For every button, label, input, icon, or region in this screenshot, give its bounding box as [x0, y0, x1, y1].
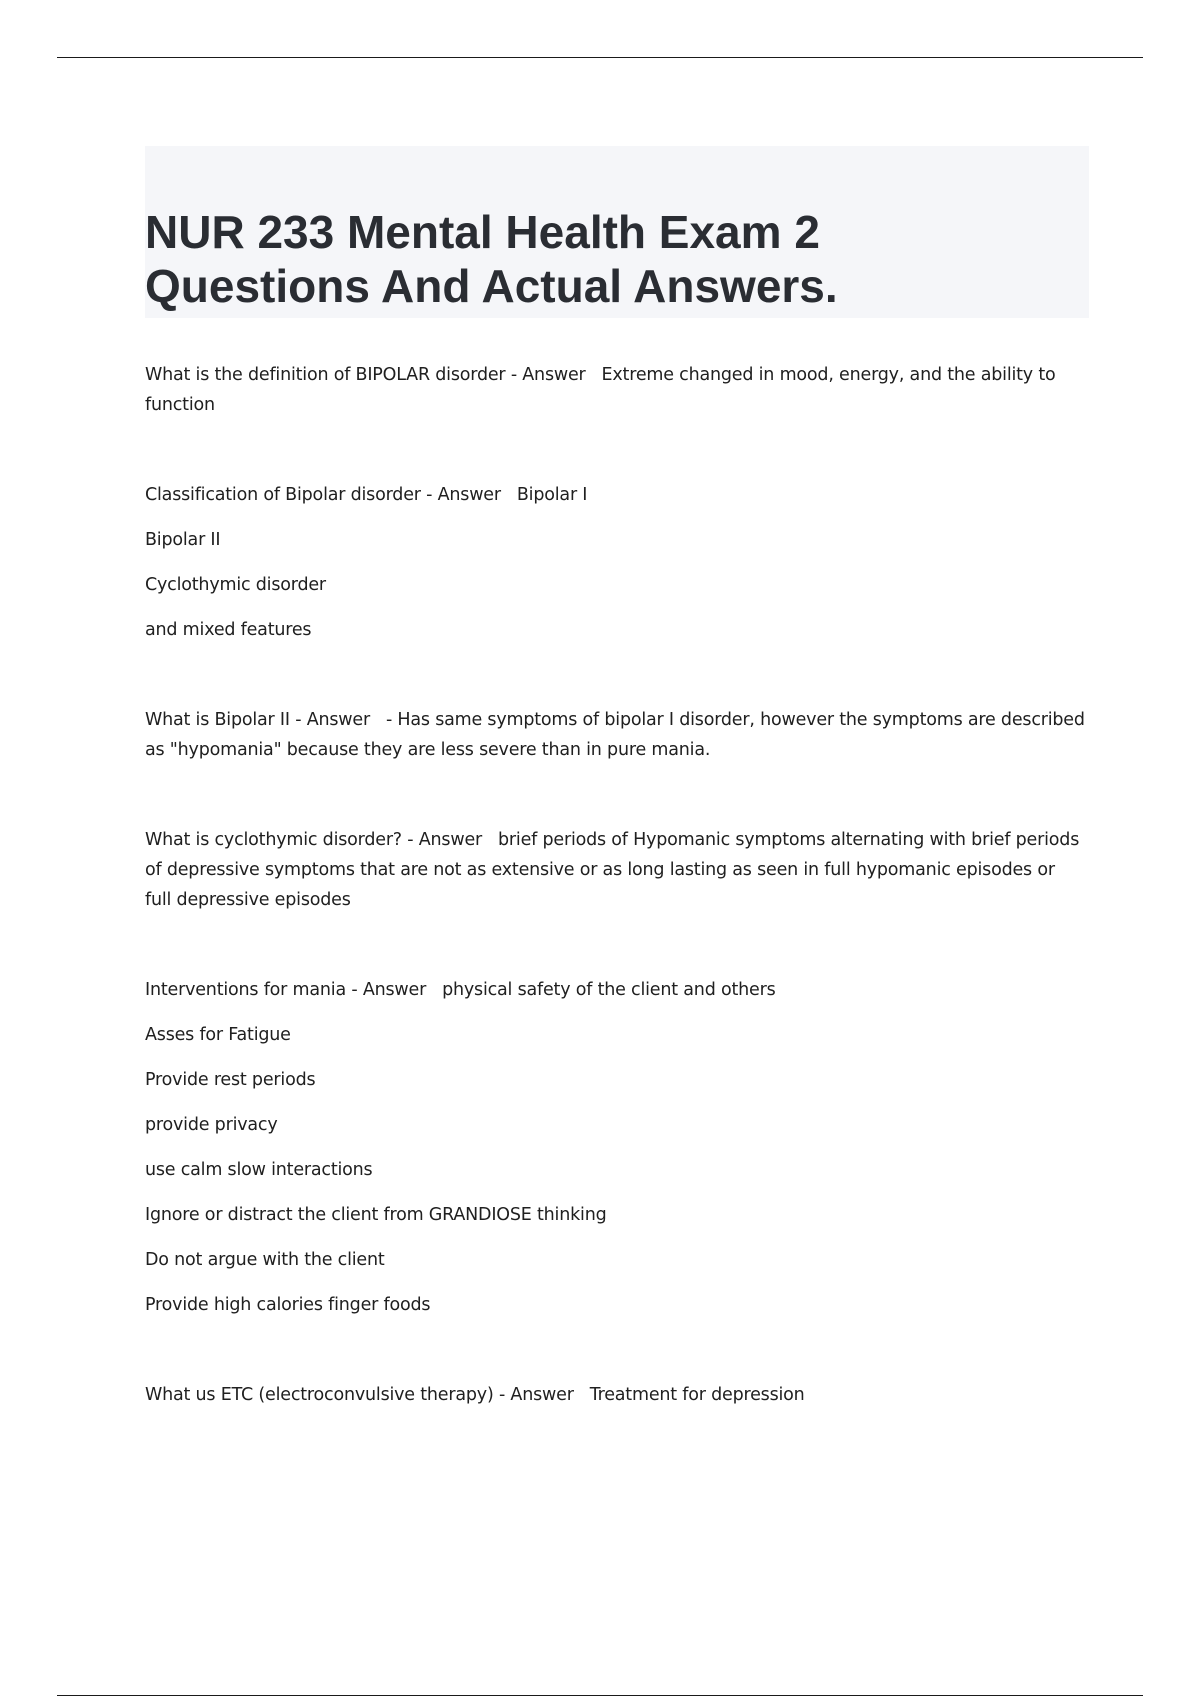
- answer-text: Bipolar I: [516, 485, 588, 505]
- answer-line: Do not argue with the client: [145, 1250, 385, 1270]
- page-title: [145, 205, 1075, 313]
- question-text: Interventions for mania: [145, 980, 346, 1000]
- qa-item: [145, 480, 1085, 645]
- question-text: Classification of Bipolar disorder: [145, 485, 421, 505]
- top-divider: [57, 57, 1143, 58]
- title-line-2: Questions And Actual Answers.: [145, 260, 838, 312]
- answer-line: Provide high calories finger foods: [145, 1295, 431, 1315]
- answer-label: - Answer: [351, 980, 427, 1000]
- answer-line: and mixed features: [145, 620, 312, 640]
- bottom-divider: [57, 1695, 1143, 1696]
- qa-item: [145, 705, 1085, 765]
- question-text: What is the definition of BIPOLAR disorder: [145, 365, 506, 385]
- answer-label: - Answer: [510, 365, 586, 385]
- qa-first-line: [145, 975, 1085, 1005]
- answer-label: - Answer: [407, 830, 483, 850]
- answer-line: Cyclothymic disorder: [145, 575, 326, 595]
- answer-text: - Has same symptoms of bipolar I disorder, however the symptoms are described as "hypomania" because they are less severe than in pure mania.: [145, 710, 1085, 760]
- answer-line: Bipolar II: [145, 530, 221, 550]
- qa-first-line: [145, 480, 1085, 510]
- answer-text: physical safety of the client and others: [442, 980, 776, 1000]
- question-text: What is Bipolar II: [145, 710, 290, 730]
- answer-line: Provide rest periods: [145, 1070, 316, 1090]
- answer-line: provide privacy: [145, 1115, 278, 1135]
- qa-item: [145, 360, 1085, 420]
- answer-text: brief periods of Hypomanic symptoms alternating with brief periods of depressive symptoms that are not as extensive or as long lasting as seen in full hypomanic episodes or full depressive episodes: [145, 830, 1080, 910]
- qa-item: [145, 975, 1085, 1320]
- answer-text: Extreme changed in mood, energy, and the ability to function: [145, 365, 1056, 415]
- answer-text: Treatment for depression: [589, 1385, 805, 1405]
- qa-list: [145, 360, 1085, 1470]
- qa-first-line: [145, 705, 1085, 765]
- answer-line: use calm slow interactions: [145, 1160, 373, 1180]
- qa-first-line: [145, 360, 1085, 420]
- answer-line: Ignore or distract the client from GRANDIOSE thinking: [145, 1205, 607, 1225]
- answer-label: - Answer: [426, 485, 501, 505]
- qa-first-line: [145, 1380, 1085, 1410]
- answer-label: - Answer: [295, 710, 370, 730]
- question-text: What us ETC (electroconvulsive therapy): [145, 1385, 494, 1405]
- qa-item: [145, 1380, 1085, 1410]
- qa-first-line: [145, 825, 1085, 915]
- qa-item: [145, 825, 1085, 915]
- question-text: What is cyclothymic disorder?: [145, 830, 402, 850]
- answer-label: - Answer: [498, 1385, 574, 1405]
- title-line-1: NUR 233 Mental Health Exam 2: [145, 206, 820, 258]
- answer-line: Asses for Fatigue: [145, 1025, 291, 1045]
